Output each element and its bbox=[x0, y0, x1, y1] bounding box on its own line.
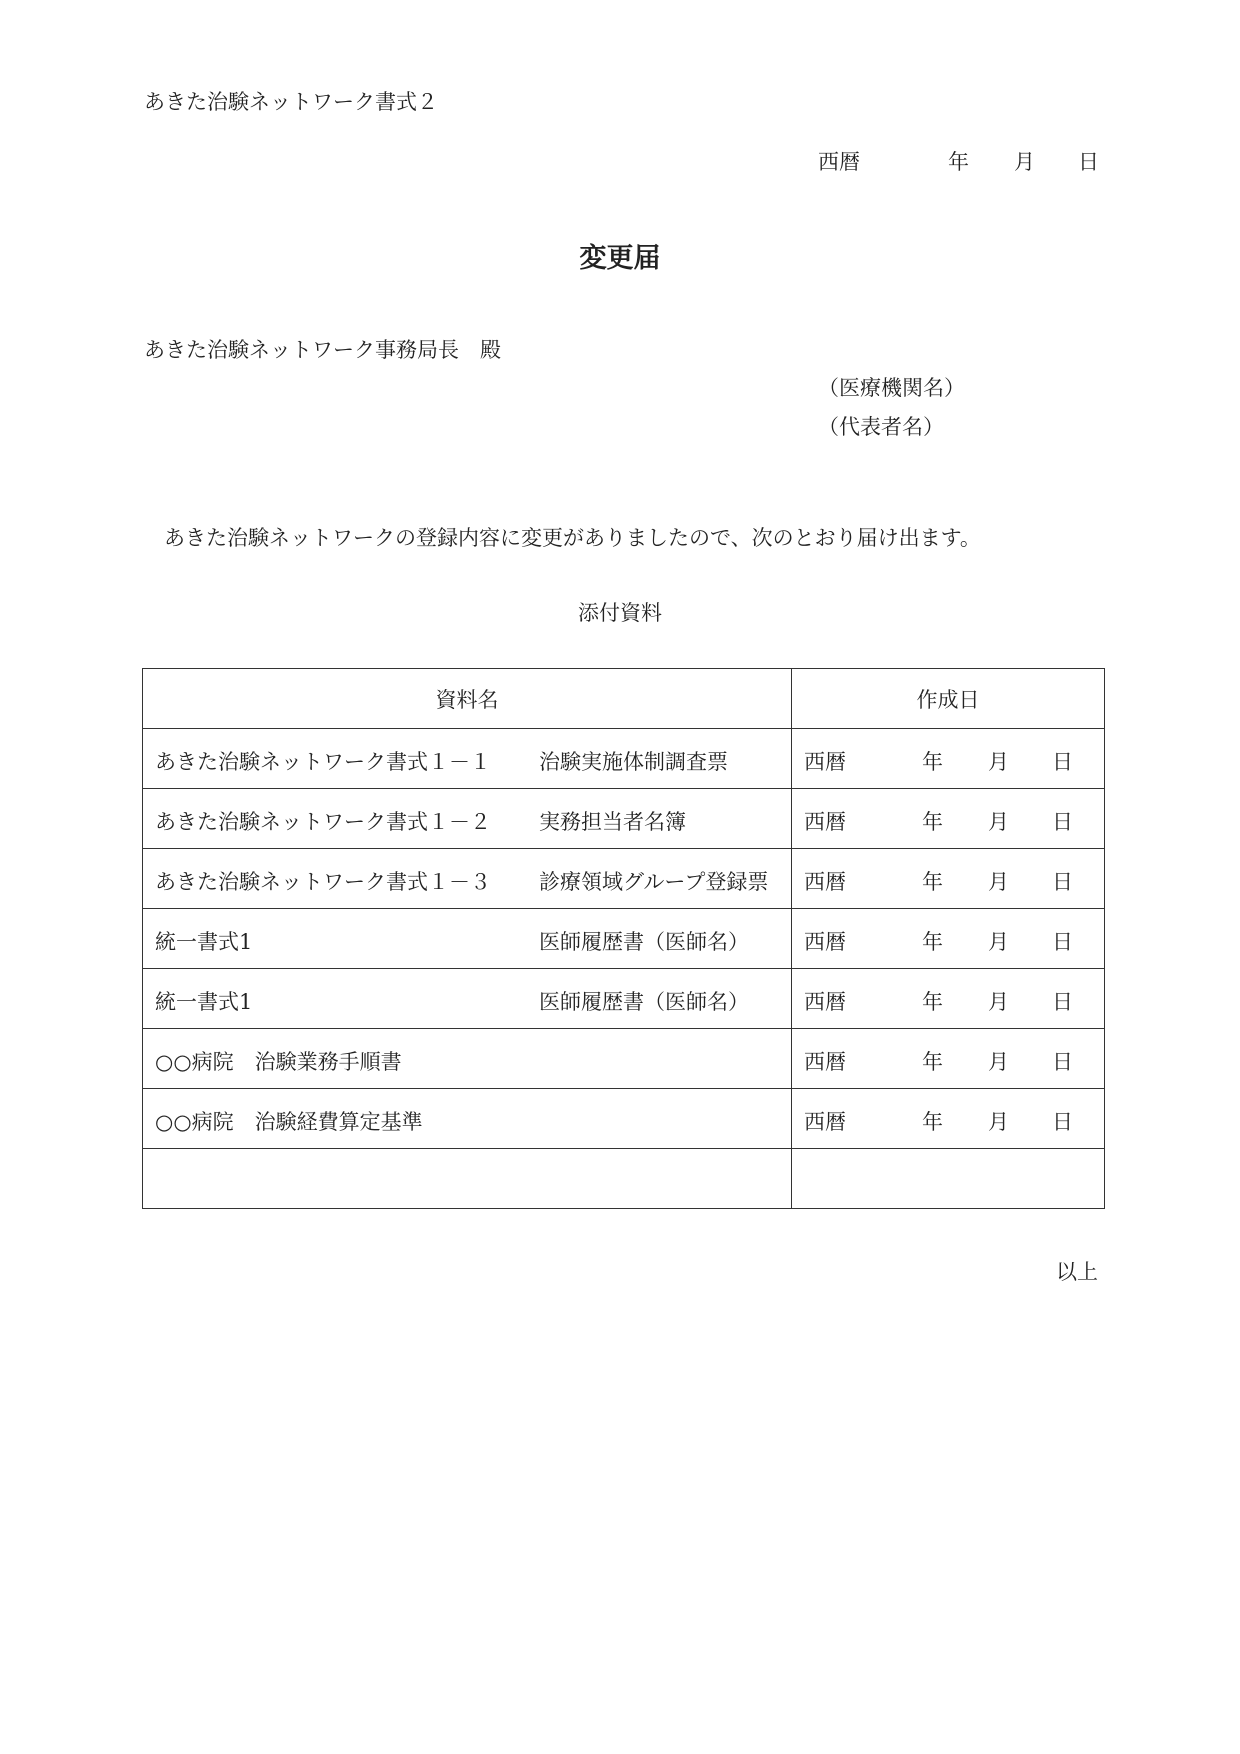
date-month: 月 bbox=[988, 930, 1009, 954]
date-month: 月 bbox=[988, 990, 1009, 1014]
created-date-cell bbox=[792, 1149, 1105, 1209]
document-name: ○○病院 治験業務手順書 bbox=[155, 1050, 402, 1074]
document-name-cell bbox=[143, 1089, 792, 1149]
date-year: 年 bbox=[922, 810, 943, 834]
document-name-cell bbox=[143, 1149, 792, 1209]
table-row bbox=[143, 789, 1105, 849]
date-month: 月 bbox=[1014, 150, 1035, 174]
date-day: 日 bbox=[1052, 1110, 1073, 1134]
table-row bbox=[143, 849, 1105, 909]
date-year: 年 bbox=[922, 990, 943, 1014]
document-name-cell bbox=[143, 849, 792, 909]
document-name-cell bbox=[143, 1029, 792, 1089]
date-month: 月 bbox=[988, 1050, 1009, 1074]
date-day: 日 bbox=[1052, 870, 1073, 894]
column-header-name: 資料名 bbox=[143, 669, 792, 729]
table-row bbox=[143, 1089, 1105, 1149]
created-date-cell bbox=[792, 849, 1105, 909]
date-era: 西暦 bbox=[804, 1110, 846, 1134]
document-subtitle: 医師履歴書（医師名） bbox=[539, 990, 749, 1014]
attachments-table bbox=[142, 668, 1105, 1209]
date-year: 年 bbox=[948, 150, 969, 174]
document-subtitle: 医師履歴書（医師名） bbox=[539, 930, 749, 954]
date-day: 日 bbox=[1052, 930, 1073, 954]
form-code: あきた治験ネットワーク書式２ bbox=[144, 90, 438, 114]
date-year: 年 bbox=[922, 1050, 943, 1074]
document-name: あきた治験ネットワーク書式１－１ bbox=[155, 750, 491, 774]
document-name-cell bbox=[143, 909, 792, 969]
date-day: 日 bbox=[1052, 750, 1073, 774]
table-row bbox=[143, 1029, 1105, 1089]
document-name-cell bbox=[143, 969, 792, 1029]
table-row bbox=[143, 729, 1105, 789]
table-header-row bbox=[143, 669, 1105, 729]
date-era: 西暦 bbox=[804, 930, 846, 954]
date-year: 年 bbox=[922, 930, 943, 954]
date-month: 月 bbox=[988, 1110, 1009, 1134]
date-day: 日 bbox=[1078, 150, 1099, 174]
table-row bbox=[143, 1149, 1105, 1209]
table-row bbox=[143, 969, 1105, 1029]
date-year: 年 bbox=[922, 870, 943, 894]
closing-text: 以上 bbox=[1056, 1260, 1098, 1284]
created-date-cell bbox=[792, 729, 1105, 789]
institution-name-label: （医療機関名） bbox=[818, 376, 965, 400]
document-title: 変更届 bbox=[579, 243, 661, 274]
date-day: 日 bbox=[1052, 990, 1073, 1014]
document-name: ○○病院 治験経費算定基準 bbox=[155, 1110, 423, 1134]
document-name-cell bbox=[143, 729, 792, 789]
date-era: 西暦 bbox=[804, 810, 846, 834]
table-row bbox=[143, 909, 1105, 969]
document-subtitle: 診療領域グループ登録票 bbox=[539, 870, 769, 894]
date-month: 月 bbox=[988, 810, 1009, 834]
document-subtitle: 治験実施体制調査票 bbox=[539, 750, 728, 774]
date-day: 日 bbox=[1052, 1050, 1073, 1074]
created-date-cell bbox=[792, 1029, 1105, 1089]
column-header-date: 作成日 bbox=[792, 669, 1105, 729]
created-date-cell bbox=[792, 1089, 1105, 1149]
date-month: 月 bbox=[988, 750, 1009, 774]
date-era: 西暦 bbox=[804, 990, 846, 1014]
date-month: 月 bbox=[988, 870, 1009, 894]
document-name: あきた治験ネットワーク書式１－２ bbox=[155, 810, 491, 834]
body-text: あきた治験ネットワークの登録内容に変更がありましたので、次のとおり届け出ます。 bbox=[164, 526, 981, 550]
created-date-cell bbox=[792, 789, 1105, 849]
date-year: 年 bbox=[922, 750, 943, 774]
representative-name-label: （代表者名） bbox=[818, 415, 944, 439]
date-era: 西暦 bbox=[804, 1050, 846, 1074]
document-name: あきた治験ネットワーク書式１－３ bbox=[155, 870, 491, 894]
document-name-cell bbox=[143, 789, 792, 849]
recipient: あきた治験ネットワーク事務局長 殿 bbox=[144, 338, 501, 362]
date-era: 西暦 bbox=[818, 150, 860, 174]
attachments-heading: 添付資料 bbox=[578, 601, 662, 625]
created-date-cell bbox=[792, 909, 1105, 969]
created-date-cell bbox=[792, 969, 1105, 1029]
date-era: 西暦 bbox=[804, 870, 846, 894]
document-subtitle: 実務担当者名簿 bbox=[539, 810, 686, 834]
date-year: 年 bbox=[922, 1110, 943, 1134]
document-name: 統一書式1 bbox=[155, 990, 253, 1014]
date-era: 西暦 bbox=[804, 750, 846, 774]
document-name: 統一書式1 bbox=[155, 930, 253, 954]
date-day: 日 bbox=[1052, 810, 1073, 834]
